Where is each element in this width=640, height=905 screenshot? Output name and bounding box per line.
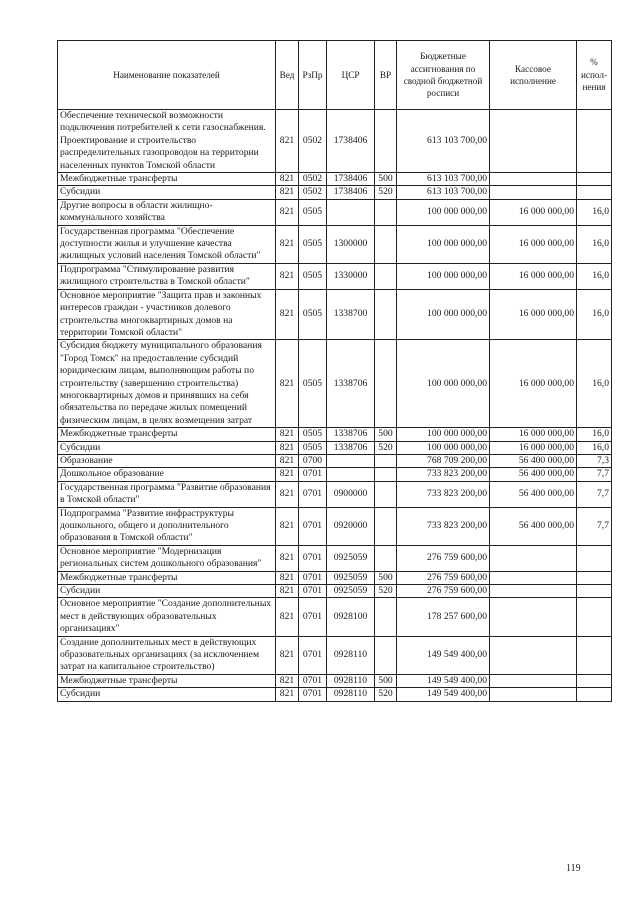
- cell-ved: 821: [276, 507, 299, 545]
- cell-csr: 0928110: [327, 688, 375, 701]
- cell-ved: 821: [276, 468, 299, 481]
- cell-name: Государственная программа "Обеспечение доступности жилья и улучшение качества жилищных условий населения Томской области": [58, 225, 276, 263]
- cell-name: Подпрограмма "Стимулирование развития жилищного строительства в Томской области": [58, 263, 276, 289]
- cell-name: Подпрограмма "Развитие инфраструктуры дошкольного, общего и дополнительного образования в Томской области": [58, 507, 276, 545]
- cell-vr: [375, 454, 397, 467]
- cell-name: Субсидии: [58, 585, 276, 598]
- cell-ved: 821: [276, 428, 299, 441]
- table-row: [58, 186, 612, 199]
- cell-percent: [577, 598, 612, 636]
- table-row: [58, 598, 612, 636]
- cell-csr: 1338706: [327, 441, 375, 454]
- cell-cash-execution: 56 400 000,00: [490, 507, 577, 545]
- cell-ved: 821: [276, 688, 299, 701]
- cell-assignments: 149 549 400,00: [397, 636, 490, 674]
- cell-vr: [375, 507, 397, 545]
- table-row: [58, 199, 612, 225]
- table-header-row: [58, 41, 612, 110]
- table-row: [58, 481, 612, 507]
- cell-vr: 500: [375, 428, 397, 441]
- cell-assignments: 768 709 200,00: [397, 454, 490, 467]
- cell-assignments: 149 549 400,00: [397, 688, 490, 701]
- cell-vr: 500: [375, 674, 397, 687]
- cell-ved: 821: [276, 454, 299, 467]
- header-rzpr: РзПр: [299, 41, 327, 110]
- cell-rzpr: 0701: [299, 468, 327, 481]
- table-row: [58, 507, 612, 545]
- table-row: [58, 674, 612, 687]
- page-number: 119: [566, 863, 581, 874]
- cell-rzpr: 0502: [299, 173, 327, 186]
- cell-csr: [327, 199, 375, 225]
- cell-rzpr: 0700: [299, 454, 327, 467]
- cell-percent: 7,7: [577, 481, 612, 507]
- cell-name: Государственная программа "Развитие образования в Томской области": [58, 481, 276, 507]
- cell-csr: 1738406: [327, 110, 375, 173]
- header-cash-execution: Кассовое исполнение: [490, 41, 577, 110]
- table-row: [58, 688, 612, 701]
- cell-csr: 1330000: [327, 263, 375, 289]
- header-vr: ВР: [375, 41, 397, 110]
- cell-name: Другие вопросы в области жилищно-коммунального хозяйства: [58, 199, 276, 225]
- cell-cash-execution: 16 000 000,00: [490, 263, 577, 289]
- cell-csr: 1338706: [327, 340, 375, 428]
- cell-csr: 0928110: [327, 674, 375, 687]
- cell-assignments: 100 000 000,00: [397, 263, 490, 289]
- cell-percent: [577, 173, 612, 186]
- cell-rzpr: 0505: [299, 225, 327, 263]
- cell-rzpr: 0701: [299, 585, 327, 598]
- cell-assignments: 100 000 000,00: [397, 340, 490, 428]
- cell-vr: [375, 468, 397, 481]
- cell-rzpr: 0505: [299, 441, 327, 454]
- cell-rzpr: 0502: [299, 186, 327, 199]
- cell-vr: [375, 110, 397, 173]
- cell-ved: 821: [276, 674, 299, 687]
- cell-assignments: 100 000 000,00: [397, 428, 490, 441]
- table-row: [58, 340, 612, 428]
- cell-percent: [577, 110, 612, 173]
- cell-rzpr: 0701: [299, 688, 327, 701]
- cell-ved: 821: [276, 199, 299, 225]
- cell-csr: 0928110: [327, 636, 375, 674]
- table-row: [58, 173, 612, 186]
- cell-name: Основное мероприятие "Модернизация региональных систем дошкольного образования": [58, 545, 276, 571]
- table-row: [58, 545, 612, 571]
- cell-percent: [577, 688, 612, 701]
- cell-assignments: 100 000 000,00: [397, 225, 490, 263]
- cell-csr: [327, 454, 375, 467]
- cell-cash-execution: 16 000 000,00: [490, 289, 577, 340]
- cell-name: Межбюджетные трансферты: [58, 571, 276, 584]
- cell-ved: 821: [276, 173, 299, 186]
- cell-name: Субсидии: [58, 441, 276, 454]
- table-row: [58, 289, 612, 340]
- cell-assignments: 178 257 600,00: [397, 598, 490, 636]
- cell-vr: 500: [375, 173, 397, 186]
- cell-assignments: 613 103 700,00: [397, 110, 490, 173]
- cell-name: Межбюджетные трансферты: [58, 428, 276, 441]
- table-row: [58, 428, 612, 441]
- cell-rzpr: 0505: [299, 289, 327, 340]
- cell-rzpr: 0701: [299, 674, 327, 687]
- table-row: [58, 585, 612, 598]
- cell-assignments: 100 000 000,00: [397, 289, 490, 340]
- cell-assignments: 733 823 200,00: [397, 507, 490, 545]
- cell-rzpr: 0701: [299, 481, 327, 507]
- cell-cash-execution: 16 000 000,00: [490, 428, 577, 441]
- budget-execution-table: [57, 40, 612, 702]
- cell-cash-execution: [490, 585, 577, 598]
- header-assignments: Бюджетные ассигнования по сводной бюджетной росписи: [397, 41, 490, 110]
- cell-percent: [577, 186, 612, 199]
- cell-vr: 520: [375, 585, 397, 598]
- cell-name: Субсидия бюджету муниципального образования "Город Томск" на предоставление субсидий юридическим лицам, выполняющим работы по строительству (завершению строительства) многоквартирных домов и принявших на себя обязательства по передаче жилых помещений физическим лицам, в целях возмещения затрат: [58, 340, 276, 428]
- cell-assignments: 100 000 000,00: [397, 441, 490, 454]
- cell-percent: 16,0: [577, 340, 612, 428]
- cell-rzpr: 0701: [299, 598, 327, 636]
- cell-ved: 821: [276, 441, 299, 454]
- cell-assignments: 613 103 700,00: [397, 173, 490, 186]
- table-row: [58, 636, 612, 674]
- cell-ved: 821: [276, 636, 299, 674]
- cell-assignments: 100 000 000,00: [397, 199, 490, 225]
- table-row: [58, 571, 612, 584]
- cell-name: Дошкольное образование: [58, 468, 276, 481]
- cell-csr: 0925059: [327, 571, 375, 584]
- cell-percent: [577, 636, 612, 674]
- cell-ved: 821: [276, 186, 299, 199]
- cell-csr: 0928100: [327, 598, 375, 636]
- table-row: [58, 454, 612, 467]
- cell-vr: [375, 481, 397, 507]
- cell-cash-execution: [490, 173, 577, 186]
- cell-assignments: 613 103 700,00: [397, 186, 490, 199]
- cell-percent: [577, 571, 612, 584]
- cell-assignments: 276 759 600,00: [397, 585, 490, 598]
- cell-csr: 1338700: [327, 289, 375, 340]
- cell-vr: [375, 340, 397, 428]
- cell-cash-execution: [490, 674, 577, 687]
- cell-csr: [327, 468, 375, 481]
- cell-vr: 520: [375, 441, 397, 454]
- cell-vr: 520: [375, 186, 397, 199]
- cell-rzpr: 0505: [299, 263, 327, 289]
- cell-assignments: 276 759 600,00: [397, 545, 490, 571]
- cell-percent: 16,0: [577, 225, 612, 263]
- cell-ved: 821: [276, 545, 299, 571]
- cell-rzpr: 0505: [299, 199, 327, 225]
- cell-cash-execution: 16 000 000,00: [490, 441, 577, 454]
- table-row: [58, 468, 612, 481]
- cell-ved: 821: [276, 340, 299, 428]
- cell-vr: 500: [375, 571, 397, 584]
- header-csr: ЦСР: [327, 41, 375, 110]
- cell-ved: 821: [276, 598, 299, 636]
- cell-percent: 7,7: [577, 468, 612, 481]
- cell-ved: 821: [276, 110, 299, 173]
- cell-percent: 16,0: [577, 441, 612, 454]
- cell-name: Обеспечение технической возможности подключения потребителей к сети газоснабжения. Проектирование и строительство распределительных газопроводов на территории населенных пунктов Томской области: [58, 110, 276, 173]
- table-row: [58, 263, 612, 289]
- cell-name: Субсидии: [58, 688, 276, 701]
- table-row: [58, 225, 612, 263]
- cell-percent: 16,0: [577, 199, 612, 225]
- cell-cash-execution: [490, 636, 577, 674]
- cell-cash-execution: 16 000 000,00: [490, 199, 577, 225]
- cell-name: Основное мероприятие "Создание дополнительных мест в действующих образовательных организациях": [58, 598, 276, 636]
- cell-ved: 821: [276, 481, 299, 507]
- cell-cash-execution: [490, 110, 577, 173]
- cell-name: Образование: [58, 454, 276, 467]
- table-row: [58, 110, 612, 173]
- cell-name: Межбюджетные трансферты: [58, 674, 276, 687]
- cell-rzpr: 0505: [299, 428, 327, 441]
- cell-assignments: 276 759 600,00: [397, 571, 490, 584]
- cell-cash-execution: 56 400 000,00: [490, 481, 577, 507]
- cell-csr: 1338706: [327, 428, 375, 441]
- header-name: Наименование показателей: [58, 41, 276, 110]
- cell-vr: [375, 545, 397, 571]
- cell-ved: 821: [276, 585, 299, 598]
- cell-name: Создание дополнительных мест в действующих образовательных организациях (за исключением затрат на капитальное строительство): [58, 636, 276, 674]
- cell-csr: 1300000: [327, 225, 375, 263]
- cell-vr: [375, 636, 397, 674]
- cell-percent: [577, 674, 612, 687]
- cell-assignments: 733 823 200,00: [397, 468, 490, 481]
- table-row: [58, 441, 612, 454]
- cell-csr: 1738406: [327, 186, 375, 199]
- header-percent: % испол-нения: [577, 41, 612, 110]
- cell-vr: [375, 598, 397, 636]
- cell-csr: 1738406: [327, 173, 375, 186]
- cell-cash-execution: 16 000 000,00: [490, 340, 577, 428]
- cell-cash-execution: 56 400 000,00: [490, 468, 577, 481]
- cell-vr: [375, 199, 397, 225]
- cell-cash-execution: [490, 545, 577, 571]
- cell-vr: [375, 263, 397, 289]
- cell-percent: 16,0: [577, 289, 612, 340]
- cell-percent: 7,7: [577, 507, 612, 545]
- cell-rzpr: 0502: [299, 110, 327, 173]
- cell-rzpr: 0701: [299, 636, 327, 674]
- cell-ved: 821: [276, 571, 299, 584]
- cell-vr: [375, 289, 397, 340]
- cell-cash-execution: [490, 598, 577, 636]
- cell-cash-execution: [490, 688, 577, 701]
- cell-percent: 16,0: [577, 263, 612, 289]
- cell-assignments: 149 549 400,00: [397, 674, 490, 687]
- cell-vr: 520: [375, 688, 397, 701]
- cell-cash-execution: [490, 186, 577, 199]
- cell-percent: 7,3: [577, 454, 612, 467]
- cell-ved: 821: [276, 225, 299, 263]
- cell-name: Межбюджетные трансферты: [58, 173, 276, 186]
- cell-csr: 0925059: [327, 545, 375, 571]
- cell-ved: 821: [276, 289, 299, 340]
- header-ved: Вед: [276, 41, 299, 110]
- cell-csr: 0900000: [327, 481, 375, 507]
- cell-rzpr: 0701: [299, 571, 327, 584]
- cell-cash-execution: 56 400 000,00: [490, 454, 577, 467]
- cell-name: Основное мероприятие "Защита прав и законных интересов граждан - участников долевого строительства многоквартирных домов на территории Томской области": [58, 289, 276, 340]
- cell-cash-execution: [490, 571, 577, 584]
- cell-assignments: 733 823 200,00: [397, 481, 490, 507]
- cell-csr: 0925059: [327, 585, 375, 598]
- cell-rzpr: 0701: [299, 545, 327, 571]
- cell-cash-execution: 16 000 000,00: [490, 225, 577, 263]
- cell-vr: [375, 225, 397, 263]
- cell-ved: 821: [276, 263, 299, 289]
- cell-csr: 0920000: [327, 507, 375, 545]
- cell-rzpr: 0701: [299, 507, 327, 545]
- cell-percent: 16,0: [577, 428, 612, 441]
- cell-rzpr: 0505: [299, 340, 327, 428]
- cell-percent: [577, 545, 612, 571]
- cell-percent: [577, 585, 612, 598]
- cell-name: Субсидии: [58, 186, 276, 199]
